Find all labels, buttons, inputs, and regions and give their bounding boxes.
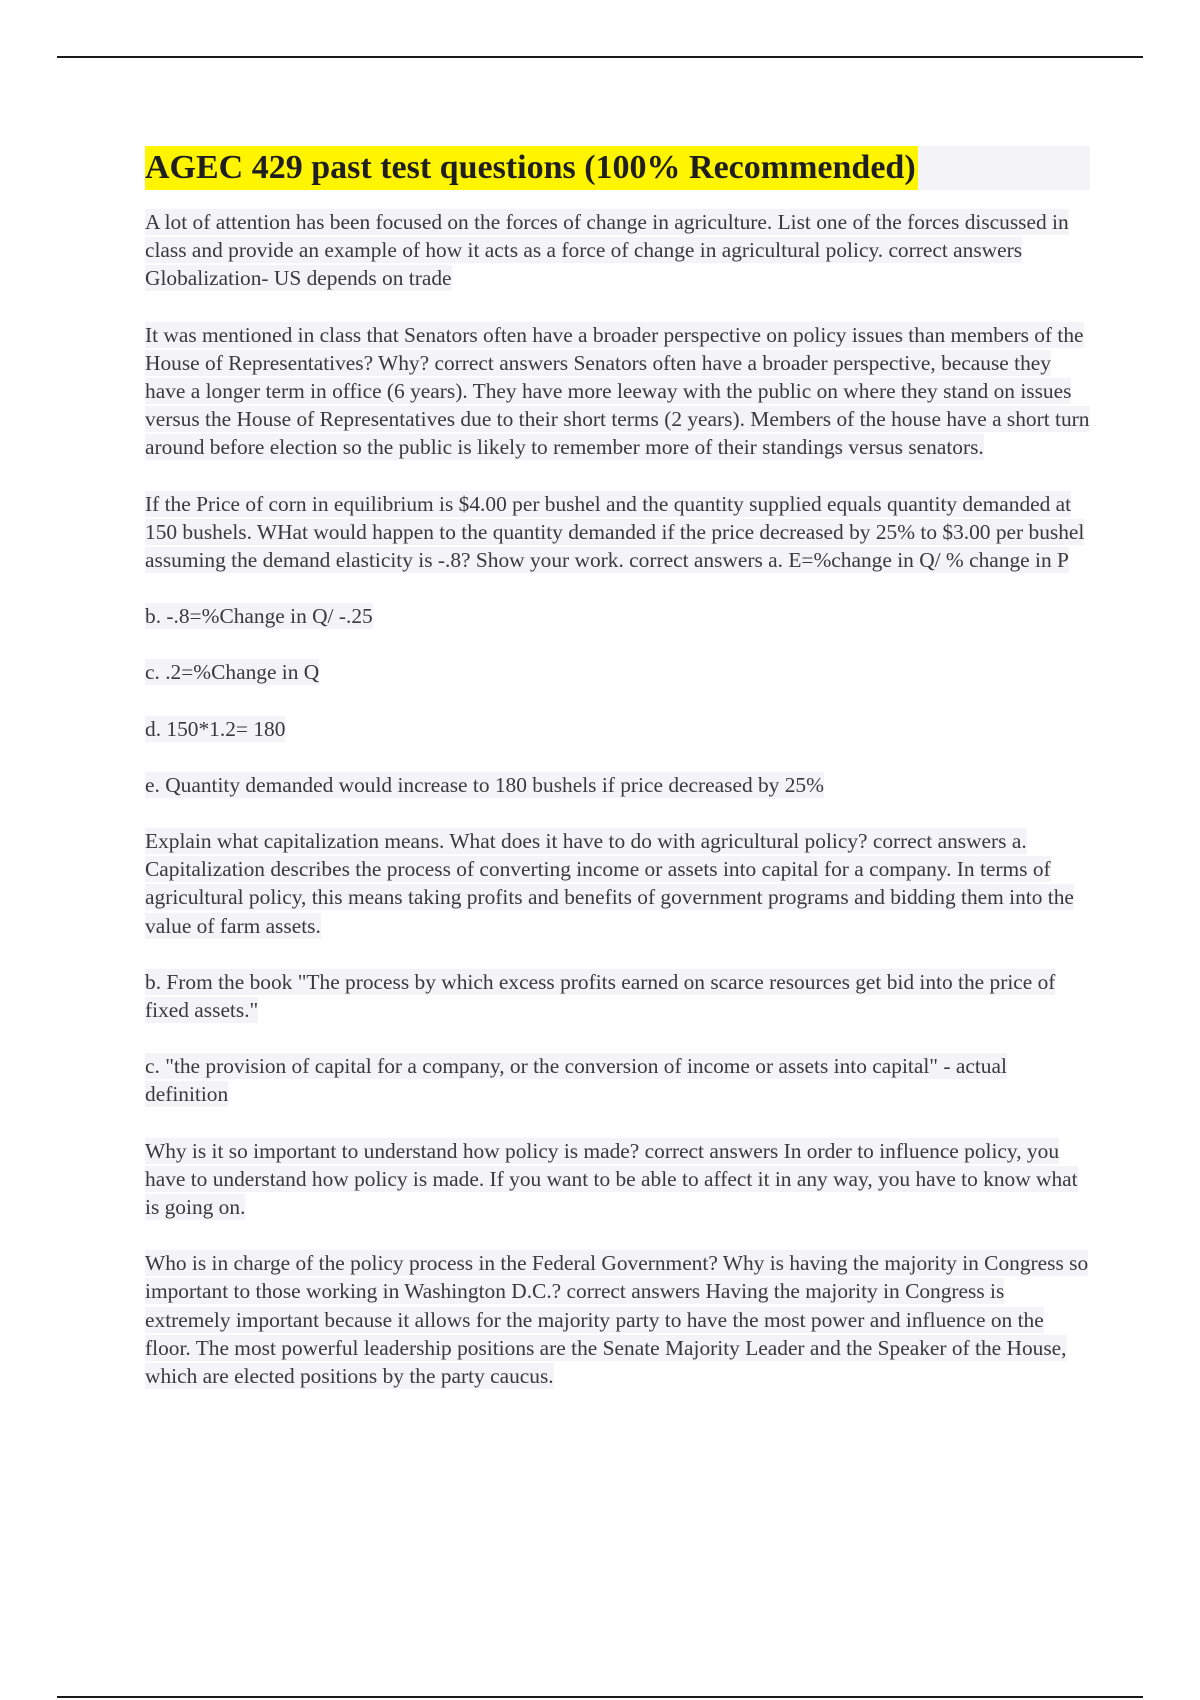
document-body <box>145 146 1090 1390</box>
answer-step <box>145 968 1090 1024</box>
document-title: AGEC 429 past test questions (100% Recommended) <box>145 146 918 190</box>
bottom-rule <box>57 1696 1143 1698</box>
question-paragraph <box>145 208 1090 293</box>
paragraph-text: e. Quantity demanded would increase to 180 bushels if price decreased by 25% <box>145 772 824 797</box>
answer-step <box>145 658 1090 686</box>
answer-step <box>145 602 1090 630</box>
paragraph-text: Explain what capitalization means. What does it have to do with agricultural policy? correct answers a. Capitalization describes the process of converting income or assets into capital for a company. In terms of agricultural policy, this means taking profits and benefits of government programs and bidding them into the value of farm assets. <box>145 829 1074 938</box>
paragraph-text: b. -.8=%Change in Q/ -.25 <box>145 604 373 629</box>
paragraph-text: d. 150*1.2= 180 <box>145 716 286 741</box>
top-rule <box>57 56 1143 58</box>
paragraph-text: c. "the provision of capital for a company, or the conversion of income or assets into capital" - actual definition <box>145 1054 1007 1107</box>
question-paragraph <box>145 321 1090 462</box>
paragraph-text: Why is it so important to understand how policy is made? correct answers In order to influence policy, you have to understand how policy is made. If you want to be able to affect it in any way, you have to know what is going on. <box>145 1138 1078 1220</box>
question-paragraph <box>145 827 1090 940</box>
question-paragraph <box>145 1249 1090 1390</box>
paragraph-text: c. .2=%Change in Q <box>145 660 320 685</box>
answer-step <box>145 771 1090 799</box>
question-paragraph <box>145 490 1090 575</box>
answer-step <box>145 715 1090 743</box>
paragraph-text: b. From the book "The process by which excess profits earned on scarce resources get bid into the price of fixed assets." <box>145 969 1056 1023</box>
paragraph-text: If the Price of corn in equilibrium is $4.00 per bushel and the quantity supplied equals quantity demanded at 150 bushels. WHat would happen to the quantity demanded if the price decreased by 25% to $3.00 per bushel assuming the demand elasticity is -.8? Show your work. correct answers a. E=%change in Q/ % change in P <box>145 491 1085 573</box>
question-paragraph <box>145 1137 1090 1222</box>
paragraph-text: It was mentioned in class that Senators often have a broader perspective on policy issues than members of the House of Representatives? Why? correct answers Senators often have a broader perspective, because they have a longer term in office (6 years). They have more leeway with the public on where they stand on issues versus the House of Representatives due to their short terms (2 years). Members of the house have a short turn around before election so the public is likely to remember more of their standings versus senators. <box>145 322 1090 460</box>
paragraph-text: A lot of attention has been focused on the forces of change in agriculture. List one of the forces discussed in class and provide an example of how it acts as a force of change in agricultural policy. correct answers Globalization- US depends on trade <box>145 210 1069 291</box>
answer-step <box>145 1052 1090 1108</box>
paragraph-text: Who is in charge of the policy process in the Federal Government? Why is having the majority in Congress so important to those working in Washington D.C.? correct answers Having the majority in Congress is extremely important because it allows for the majority party to have the most power and influence on the floor. The most powerful leadership positions are the Senate Majority Leader and the Speaker of the House, which are elected positions by the party caucus. <box>145 1251 1089 1389</box>
title-block <box>145 146 1090 190</box>
